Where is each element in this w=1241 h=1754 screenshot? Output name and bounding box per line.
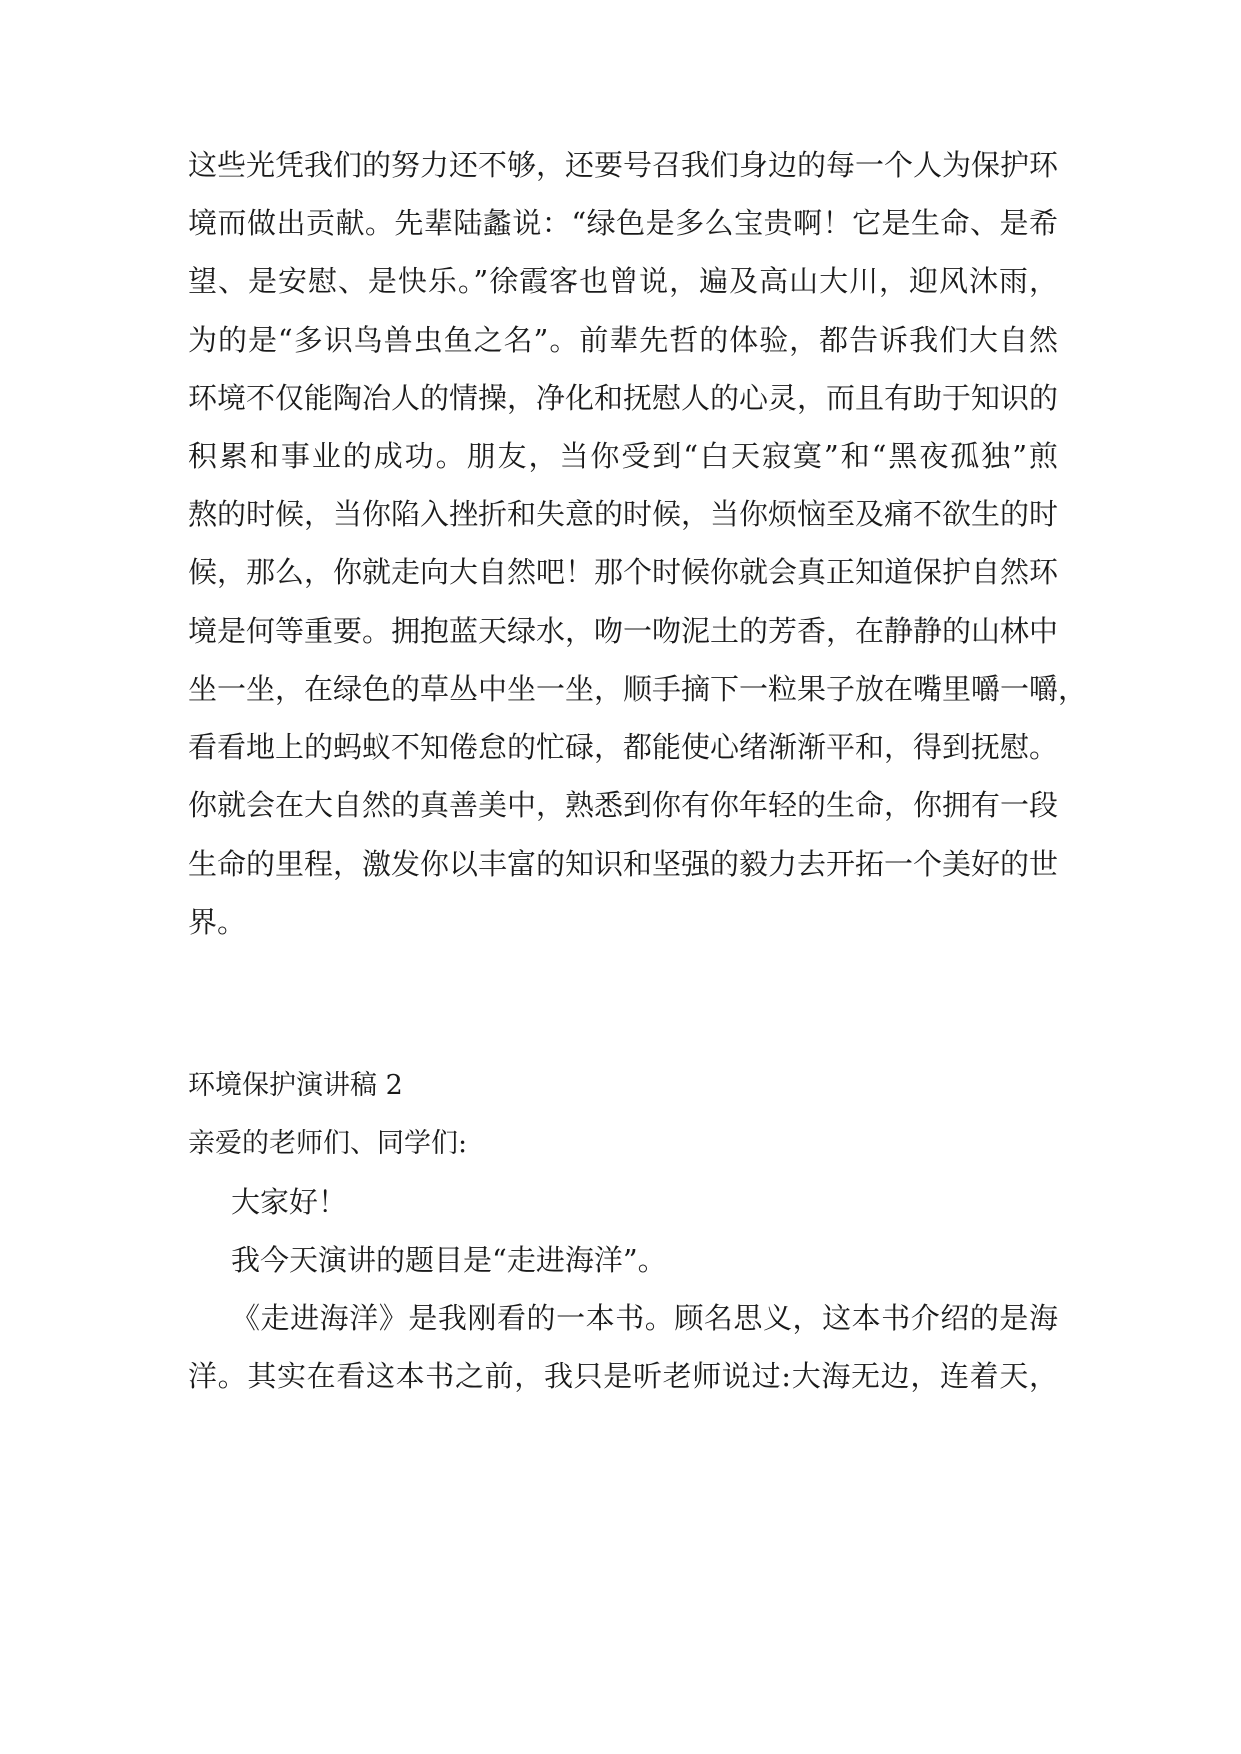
- paragraph-line: 生命的里程，激发你以丰富的知识和坚强的毅力去开拓一个美好的世: [188, 847, 1059, 881]
- paragraph-line: 候，那么，你就走向大自然吧！那个时候你就会真正知道保护自然环: [188, 555, 1059, 589]
- greeting: 大家好！: [231, 1185, 348, 1219]
- paragraph-line: 环境不仅能陶冶人的情操，净化和抚慰人的心灵，而且有助于知识的: [188, 381, 1059, 415]
- paragraph-line: 境是何等重要。拥抱蓝天绿水，吻一吻泥土的芳香，在静静的山林中: [188, 614, 1059, 648]
- paragraph-line: 境而做出贡献。先辈陆蠡说：“绿色是多么宝贵啊！它是生命、是希: [188, 206, 1058, 240]
- salutation: 亲爱的老师们、同学们:: [188, 1128, 468, 1159]
- paragraph-line: 坐一坐，在绿色的草丛中坐一坐，顺手摘下一粒果子放在嘴里嚼一嚼，: [188, 672, 1088, 706]
- paragraph-line: 积累和事业的成功。朋友，当你受到“白天寂寞”和“黑夜孤独”煎: [188, 439, 1058, 473]
- paragraph-line: 洋。其实在看这本书之前，我只是听老师说过:大海无边，连着天，: [188, 1359, 1058, 1393]
- paragraph-line: 望、是安慰、是快乐。”徐霞客也曾说，遍及高山大川，迎风沐雨，: [188, 264, 1058, 298]
- paragraph-line: 为的是“多识鸟兽虫鱼之名”。前辈先哲的体验，都告诉我们大自然: [188, 323, 1058, 357]
- paragraph-line: 《走进海洋》是我刚看的一本书。顾名思义，这本书介绍的是海: [231, 1301, 1058, 1335]
- paragraph-line: 这些光凭我们的努力还不够，还要号召我们身边的每一个人为保护环: [188, 148, 1059, 182]
- paragraph-line: 界。: [188, 905, 247, 939]
- section-title: 环境保护演讲稿 2: [188, 1070, 403, 1101]
- paragraph-line: 你就会在大自然的真善美中，熟悉到你有你年轻的生命，你拥有一段: [188, 788, 1059, 822]
- paragraph-line: 熬的时候，当你陷入挫折和失意的时候，当你烦恼至及痛不欲生的时: [188, 497, 1059, 531]
- speech-topic: 我今天演讲的题目是“走进海洋”。: [231, 1243, 667, 1277]
- paragraph-line: 看看地上的蚂蚁不知倦怠的忙碌，都能使心绪渐渐平和，得到抚慰。: [188, 730, 1059, 764]
